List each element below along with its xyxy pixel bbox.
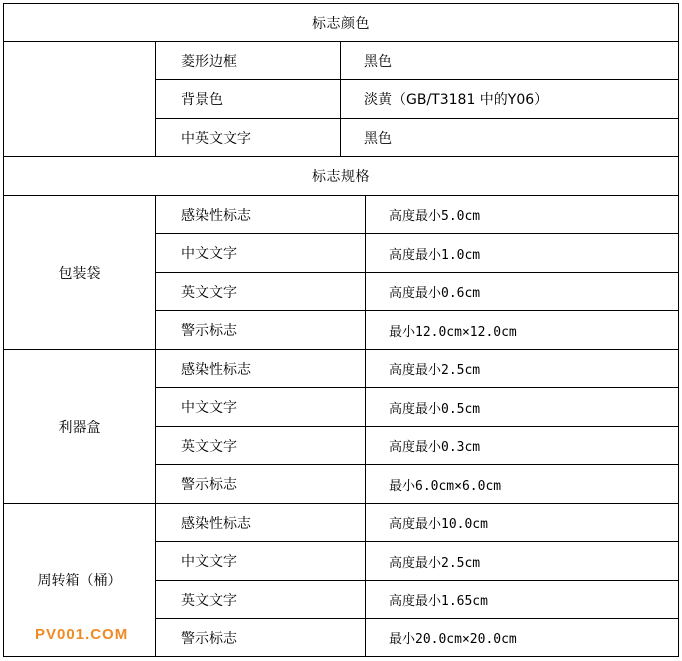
spec-item-label: 警示标志 (181, 323, 237, 339)
color-item-value: 淡黄（GB/T3181 中的Y06） (364, 92, 549, 108)
spec-item-label: 英文文字 (181, 592, 237, 609)
table-border-bottom (3, 656, 679, 657)
spec-item-value: 高度最小5.0cm (389, 209, 481, 224)
spec-item-label: 警示标志 (181, 630, 237, 647)
spec-item-label: 中文文字 (181, 554, 237, 570)
spec-item-value: 高度最小2.5cm (389, 363, 481, 378)
group-name: 利器盒 (58, 419, 101, 436)
spec-item-value: 高度最小0.3cm (389, 440, 481, 455)
color-item-label: 菱形边框 (181, 53, 237, 70)
spec-item-value: 高度最小0.5cm (389, 401, 481, 417)
table-border-right (678, 3, 679, 657)
row-divider (3, 41, 679, 42)
spec-item-value: 高度最小1.65cm (389, 594, 488, 609)
color-item-label: 中英文文字 (181, 130, 251, 147)
group-name: 包装袋 (58, 265, 101, 282)
spec-item-value: 高度最小0.6cm (389, 286, 481, 301)
spec-section-title: 标志规格 (312, 169, 370, 185)
spec-item-label: 英文文字 (181, 438, 237, 455)
spec-item-value: 最小20.0cm×20.0cm (389, 632, 517, 647)
col-divider (365, 195, 366, 657)
color-item-value: 黑色 (364, 53, 392, 70)
color-item-value: 黑色 (364, 130, 392, 147)
col-divider (155, 195, 156, 657)
spec-item-value: 最小6.0cm×6.0cm (389, 478, 502, 494)
watermark: PV001.COM (35, 626, 129, 643)
spec-item-value: 高度最小1.0cm (389, 247, 481, 263)
spec-item-value: 高度最小10.0cm (389, 517, 488, 532)
spec-item-label: 警示标志 (181, 477, 237, 493)
spec-item-label: 中文文字 (181, 246, 237, 262)
spec-item-value: 高度最小2.5cm (389, 555, 481, 571)
col-divider (155, 41, 156, 157)
group-name: 周转箱（桶） (37, 573, 122, 589)
spec-item-label: 中文文字 (181, 400, 237, 416)
spec-item-label: 感染性标志 (181, 515, 251, 532)
spec-table (3, 3, 679, 657)
color-section-title: 标志颜色 (312, 15, 370, 32)
color-item-label: 背景色 (181, 92, 223, 108)
spec-item-label: 感染性标志 (181, 207, 251, 224)
spec-item-value: 最小12.0cm×12.0cm (389, 324, 517, 340)
col-divider (340, 41, 341, 157)
spec-item-label: 英文文字 (181, 284, 237, 301)
spec-item-label: 感染性标志 (181, 361, 251, 378)
